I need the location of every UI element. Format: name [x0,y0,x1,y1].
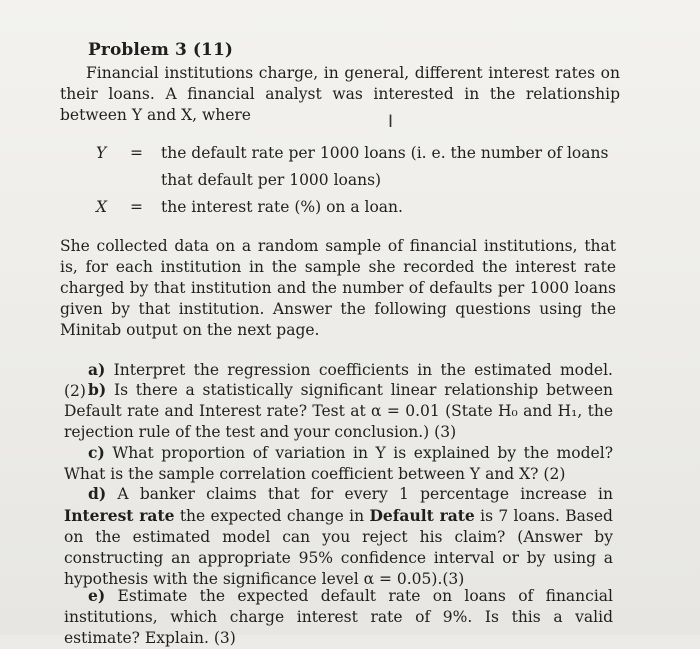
question-b [64,379,613,443]
question-text: Estimate the expected default rate on loans of financial institutions, which charge interest rate of 9%. Is this a valid estimate? Explain. (3) [64,587,613,647]
definition-variable: X [96,198,108,216]
problem-title: Problem 3 (11) [88,40,234,60]
question-label: a) [88,360,106,379]
question-label: d) [88,484,107,503]
definition-text: the interest rate (%) on a loan. [161,198,403,216]
definition-variable: Y [96,144,107,162]
question-e [64,585,613,649]
question-text: What proportion of variation in Y is explained by the model? What is the sample correlation coefficient between Y and X? (2) [64,444,614,483]
definition-equals: = [130,198,143,216]
question-label: b) [88,380,107,399]
emphasis-default-rate: Default rate [369,506,475,525]
question-text: Interpret the regression coefficients in the estimated model. (2) [64,361,613,400]
question-text: A banker claims that for every 1 percentage increase in [117,485,613,503]
emphasis-interest-rate: Interest rate [64,506,175,525]
question-text: Is there a statistically significant linear relationship between Default rate and Interest rate? Test at α = 0.01 (State H₀ and H₁, the rejection rule of the test and your conclusion.) (3) [64,381,613,441]
question-c [64,442,613,485]
intro-paragraph: Financial institutions charge, in general, different interest rates on their loans. A financial analyst was interested in the relationship between Y and X, where [60,64,620,124]
text-cursor-icon: I [388,112,394,132]
definition-text: the default rate per 1000 loans (i. e. the number of loans [161,144,609,162]
definition-equals: = [130,144,143,162]
question-label: e) [88,586,106,605]
data-description-paragraph: She collected data on a random sample of financial institutions, that is, for each institution in the sample she recorded the interest rate charged by that institution and the number of defaults per 1000 loans given by that institution. Answer the following questions using the Minitab output on the next page. [60,237,616,339]
question-d [64,483,613,590]
question-label: c) [88,443,105,462]
question-text: the expected change in [179,507,365,525]
definition-text: that default per 1000 loans) [161,171,382,189]
question-text: is 7 loans. Based on the estimated model can you reject his claim? (Answer by constructing an appropriate 95% confidence interval or by using a hypothesis with the significance level α = 0.05).(3) [64,507,613,588]
